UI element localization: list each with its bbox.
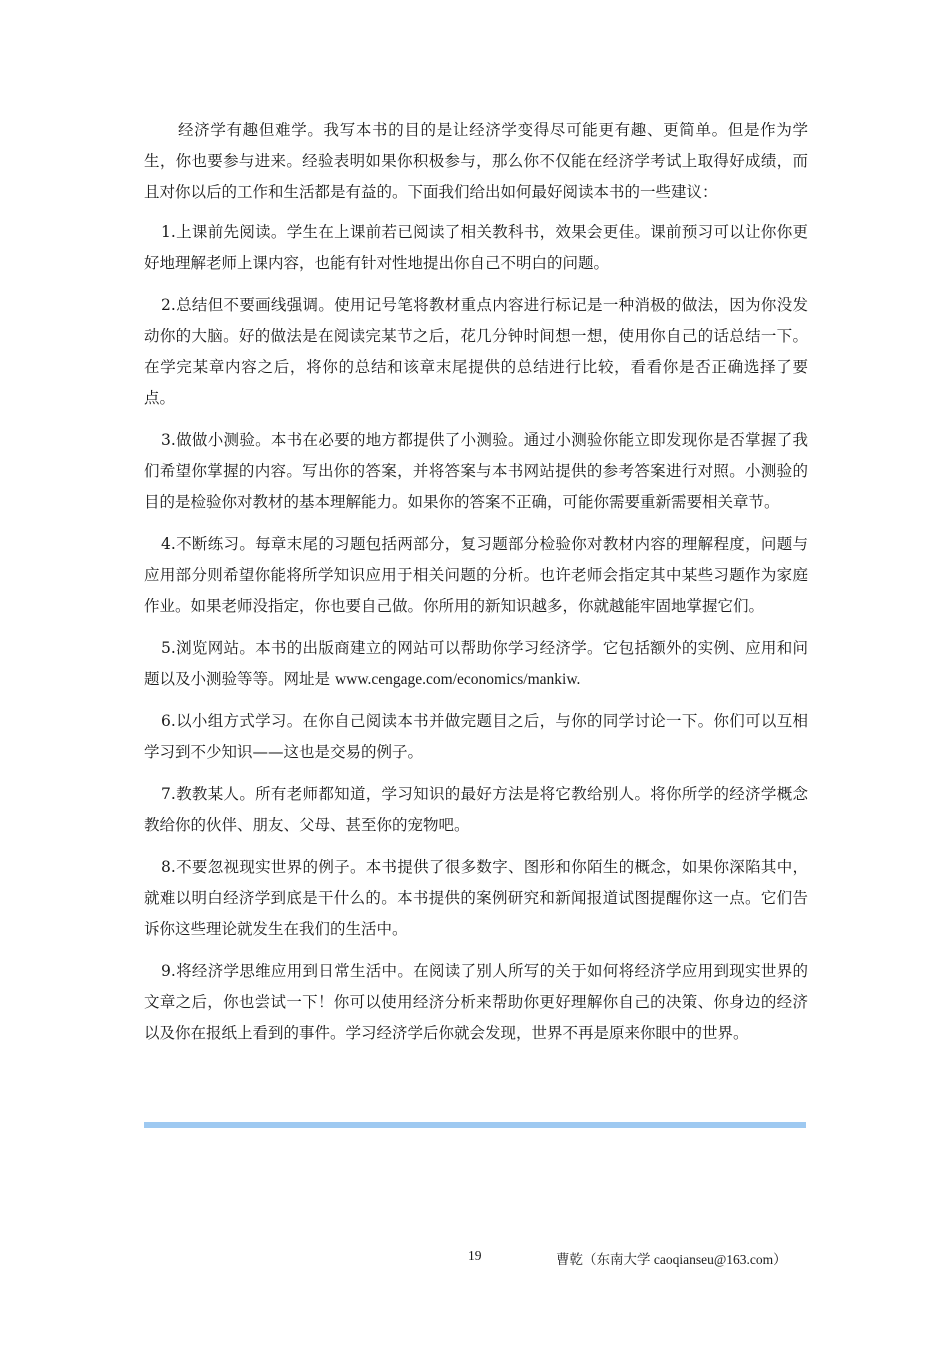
tip-5-paragraph [144, 633, 808, 695]
website-link[interactable]: www.cengage.com/economics/mankiw. [334, 671, 581, 688]
tip-4-paragraph: 4.不断练习。每章末尾的习题包括两部分，复习题部分检验你对教材内容的理解程度，问题与应用部分则希望你能将所学知识应用于相关问题的分析。也许老师会指定其中某些习题作为家庭作业。如果老师没指定，你也要自己做。你所用的新知识越多，你就越能牢固地掌握它们。 [144, 535, 808, 615]
tip-5-text: 5.浏览网站。本书的出版商建立的网站可以帮助你学习经济学。它包括额外的实例、应用和问题以及小测验等等。网址是 [144, 639, 808, 688]
tip-9-paragraph: 9.将经济学思维应用到日常生活中。在阅读了别人所写的关于如何将经济学应用到现实世界的文章之后，你也尝试一下！你可以使用经济分析来帮助你更好理解你自己的决策、你身边的经济以及你在报纸上看到的事件。学习经济学后你就会发现，世界不再是原来你眼中的世界。 [144, 962, 808, 1042]
tip-6-paragraph: 6.以小组方式学习。在你自己阅读本书并做完题目之后，与你的同学讨论一下。你们可以互相学习到不少知识——这也是交易的例子。 [144, 712, 808, 761]
tip-2-paragraph: 2.总结但不要画线强调。使用记号笔将教材重点内容进行标记是一种消极的做法，因为你没发动你的大脑。好的做法是在阅读完某节之后，花几分钟时间想一想，使用你自己的话总结一下。在学完某章内容之后，将你的总结和该章末尾提供的总结进行比较，看看你是否正确选择了要点。 [144, 296, 808, 407]
page-number: 19 [468, 1248, 482, 1263]
page-footer [0, 1248, 952, 1268]
tip-7-paragraph: 7.教教某人。所有老师都知道，学习知识的最好方法是将它教给别人。将你所学的经济学概念教给你的伙伴、朋友、父母、甚至你的宠物吧。 [144, 785, 808, 834]
tip-1-paragraph: 1.上课前先阅读。学生在上课前若已阅读了相关教科书，效果会更佳。课前预习可以让你你更好地理解老师上课内容，也能有针对性地提出你自己不明白的问题。 [144, 223, 808, 272]
page-body [144, 115, 808, 1060]
section-divider [144, 1122, 806, 1128]
author-credit: 曹乾（东南大学 caoqianseu@163.com） [556, 1252, 787, 1267]
tip-8-paragraph: 8.不要忽视现实世界的例子。本书提供了很多数字、图形和你陌生的概念，如果你深陷其中，就难以明白经济学到底是干什么的。本书提供的案例研究和新闻报道试图提醒你这一点。它们告诉你这些理论就发生在我们的生活中。 [144, 858, 808, 938]
intro-paragraph: 经济学有趣但难学。我写本书的目的是让经济学变得尽可能更有趣、更简单。但是作为学生，你也要参与进来。经验表明如果你积极参与，那么你不仅能在经济学考试上取得好成绩，而且对你以后的工作和生活都是有益的。下面我们给出如何最好阅读本书的一些建议： [144, 121, 808, 201]
tip-3-paragraph: 3.做做小测验。本书在必要的地方都提供了小测验。通过小测验你能立即发现你是否掌握了我们希望你掌握的内容。写出你的答案，并将答案与本书网站提供的参考答案进行对照。小测验的目的是检验你对教材的基本理解能力。如果你的答案不正确，可能你需要重新需要相关章节。 [144, 431, 808, 511]
